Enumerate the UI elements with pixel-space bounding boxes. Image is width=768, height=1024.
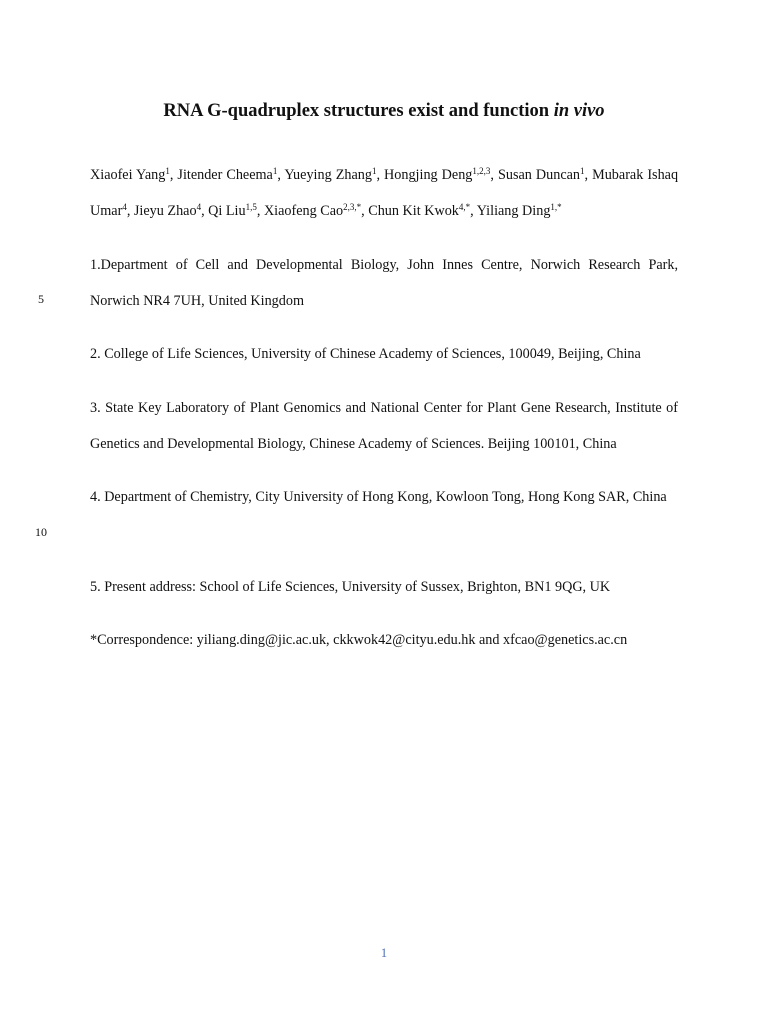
author: Yiliang Ding$^{1,*}$ <box>476 202 562 219</box>
author: Qi Liu$^{1,5}$, <box>208 202 264 219</box>
line-number-10: 10 <box>35 525 47 539</box>
affiliation-2: 2. College of Life Sciences, University of Chinese Academy of Sciences, 100049, Beijing, China <box>90 346 641 362</box>
author-list <box>90 157 678 229</box>
paper-title <box>0 101 768 122</box>
author: Mubarak Ishaq Umar$^4$, <box>90 167 679 219</box>
affiliation-4: 4. Department of Chemistry, City University of Hong Kong, Kowloon Tong, Hong Kong SAR, China <box>90 489 667 505</box>
correspondence: *Correspondence: yiliang.ding@jic.ac.uk, ckkwok42@cityu.edu.hk and xfcao@genetics.ac.cn <box>90 632 628 648</box>
line-number-5: 5 <box>38 292 44 306</box>
author: Chun Kit Kwok$^{4,*}$, <box>368 202 477 219</box>
affiliation-5: 5. Present address: School of Life Sciences, University of Sussex, Brighton, BN1 9QG, UK <box>90 579 611 595</box>
page-number: 1 <box>380 946 388 960</box>
author: Jieyu Zhao$^4$, <box>133 202 209 219</box>
title-italic-text: in vivo <box>553 101 605 121</box>
author: Xiaofeng Cao$^{2,3,*}$, <box>263 202 369 219</box>
author: Yueying Zhang$^1$, <box>284 166 385 183</box>
author: Hongjing Deng$^{1,2,3}$, <box>384 166 498 183</box>
affiliation-3: 3. State Key Laboratory of Plant Genomics and National Center for Plant Gene Research, Institute of Genetics and Developmental Biology, Chinese Academy of Sciences. Beijing 100101, China <box>90 400 678 452</box>
affiliation-1: 1.Department of Cell and Developmental Biology, John Innes Centre, Norwich Research Park, Norwich NR4 7UH, United Kingdom <box>90 257 678 309</box>
title-text: RNA G-quadruplex structures exist and function <box>163 101 554 121</box>
author: Jitender Cheema$^1$, <box>177 166 285 183</box>
author: Susan Duncan$^1$, <box>497 166 593 183</box>
author: Xiaofei Yang$^1$, <box>90 166 178 183</box>
